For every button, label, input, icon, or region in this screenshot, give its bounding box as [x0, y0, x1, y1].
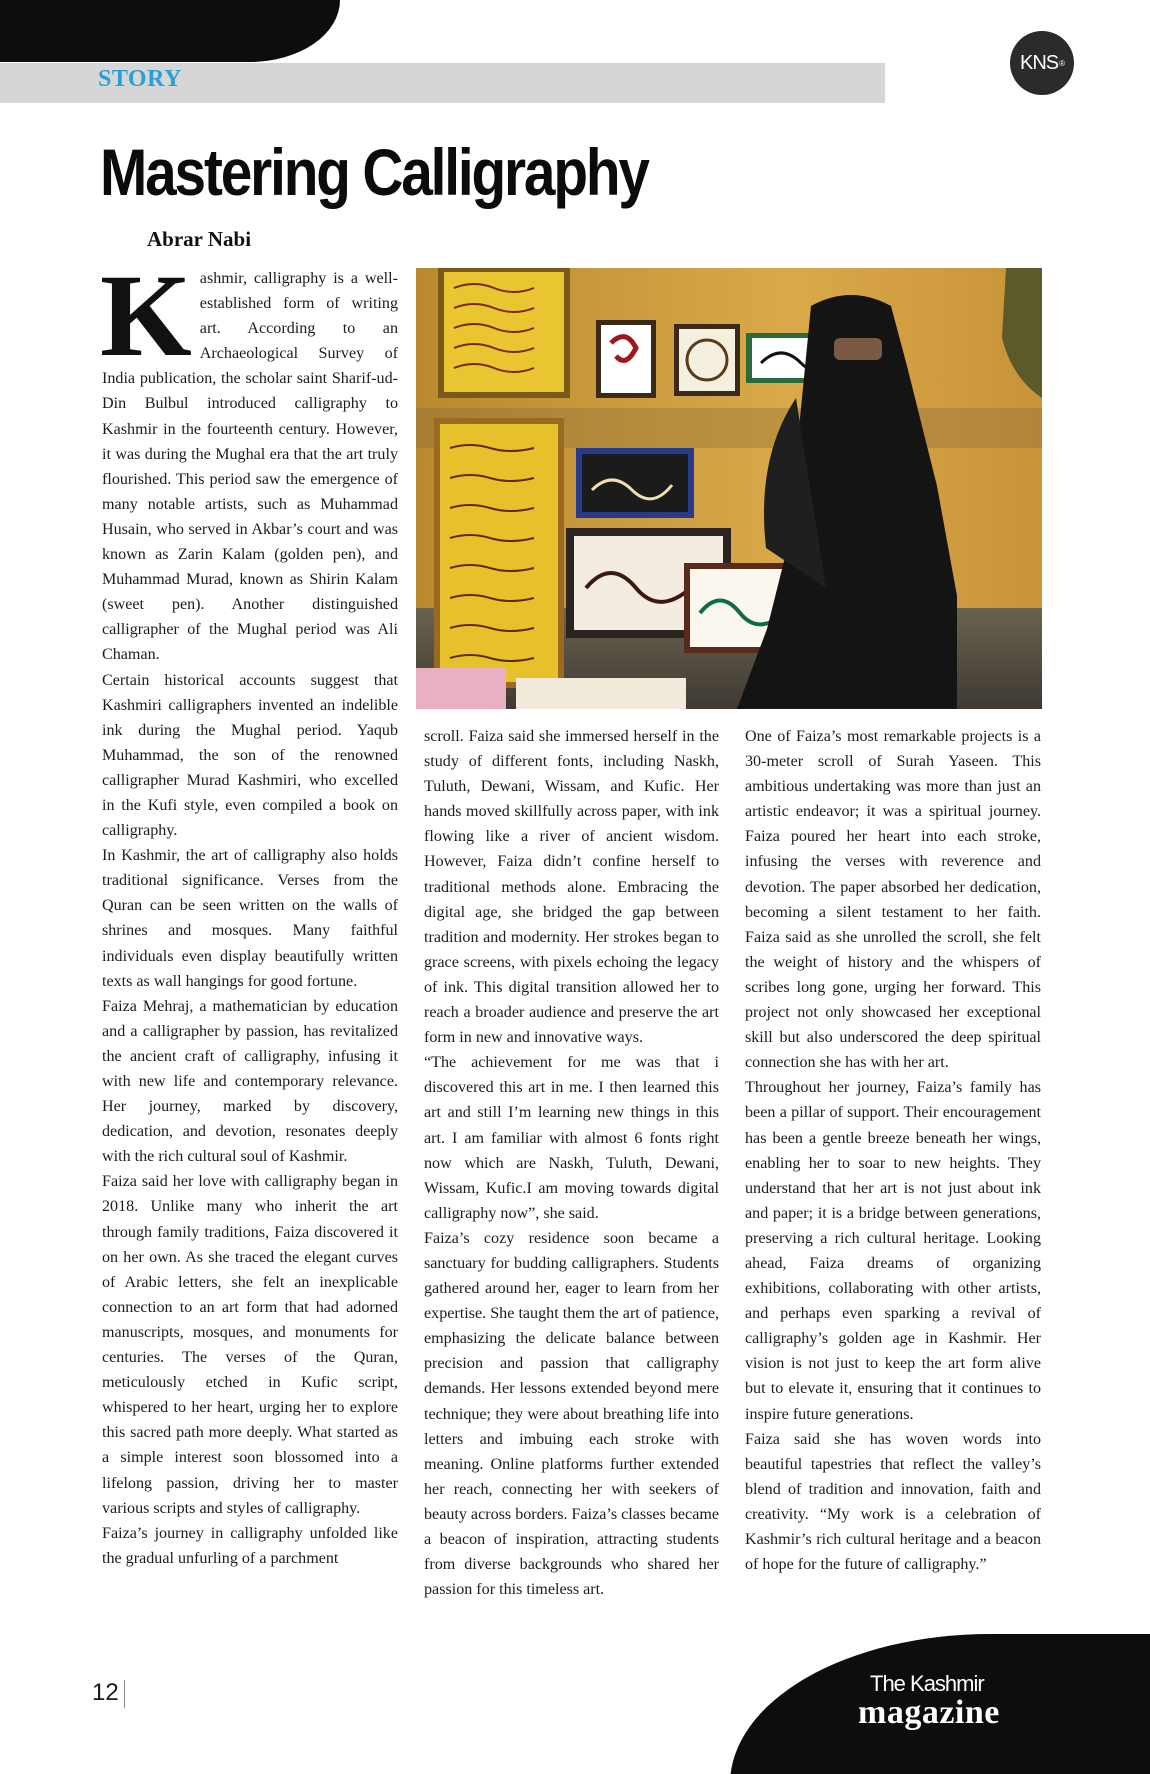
section-label: STORY: [98, 66, 182, 92]
article-paragraph: Kashmir, calligraphy is a well-established form of writing art. According to an Archaeological Survey of India publication, the scholar saint Sharif-ud-Din Bulbul introduced calligraphy to Kashmir in the fourteenth century. However, it was during the Mughal era that the art truly flourished. This period saw the emergence of many notable artists, such as Muhammad Husain, who served in Akbar’s court and was known as Zarin Kalam (golden pen), and Muhammad Murad, known as Shirin Kalam (sweet pen). Another distinguished calligrapher of the Mughal period was Ali Chaman.: [100, 250, 398, 664]
article-paragraph: Certain historical accounts suggest that Kashmiri calligraphers invented an indelible ink during the Mughal period. Yaqub Muhammad, the son of the renowned calligrapher Murad Kashmiri, who excelled in the Kufi style, even compiled a book on calligraphy.: [102, 671, 398, 840]
magazine-logo: [858, 1672, 1000, 1730]
article-column-3: [745, 724, 1041, 1577]
article-paragraph: “The achievement for me was that i discovered this art in me. I then learned this art and still I’m learning new things in this art. I am familiar with almost 6 fonts right now which are Naskh, Tuluth, Dewani, Wissam, Kufic.I am moving towards digital calligraphy now”, she said.: [424, 1054, 719, 1222]
calligrapher-photo: [416, 268, 1042, 709]
article-column-1: [100, 250, 398, 1571]
article-paragraph: Faiza said she has woven words into beautiful tapestries that reflect the valley’s blend of tradition and innovation, faith and creativity. “My work is a celebration of Kashmir’s rich cultural heritage and a beacon of hope for the future of calligraphy.”: [745, 1430, 1041, 1574]
article-paragraph: Faiza said her love with calligraphy began in 2018. Unlike many who inherit the art through family traditions, Faiza discovered it on her own. As she traced the elegant curves of Arabic letters, she felt an inexplicable connection to an art form that had adorned manuscripts, mosques, and monuments for centuries. The verses of the Quran, meticulously etched in Kufic script, whispered to her heart, urging her to explore this sacred path more deeply. What started as a simple interest soon blossomed into a lifelong passion, driving her to master various scripts and styles of calligraphy.: [102, 1173, 398, 1517]
article-paragraph: Faiza’s cozy residence soon became a sanctuary for budding calligraphers. Students gathered around her, eager to learn from her expertise. She taught them the art of patience, emphasizing the delicate balance between precision and passion that calligraphy demands. Her lessons extended beyond mere technique; they were about breathing life into letters and imbuing each stroke with meaning. Online platforms further extended her reach, connecting her with seekers of beauty across borders. Faiza’s classes became a beacon of inspiration, attracting students from diverse backgrounds who shared her passion for this timeless art.: [424, 1229, 719, 1599]
article-photo: [416, 268, 1042, 709]
header-decoration: [0, 0, 340, 62]
kns-logo-mark: ®: [1059, 58, 1065, 68]
article-byline: Abrar Nabi: [147, 227, 252, 251]
kns-logo-text: KNS: [1019, 51, 1059, 74]
article-paragraph: Faiza Mehraj, a mathematician by education and a calligrapher by passion, has revitalized the ancient craft of calligraphy, infusing it with new life and contemporary relevance. Her journey, marked by discovery, dedication, and devotion, resonates deeply with the rich cultural soul of Kashmir.: [102, 997, 398, 1166]
article-paragraph: Faiza’s journey in calligraphy unfolded like the gradual unfurling of a parchment: [102, 1524, 398, 1567]
article-paragraph: scroll. Faiza said she immersed herself in the study of different fonts, including Naskh, Tuluth, Dewani, Wissam, and Kufic. Her hands moved skillfully across paper, with ink flowing like a river of ancient wisdom. However, Faiza didn’t confine herself to traditional methods alone. Embracing the digital age, she bridged the gap between tradition and modernity. Her strokes began to grace screens, with pixels echoing the legacy of ink. This digital transition allowed her to reach a broader audience and preserve the art form in new and innovative ways.: [424, 728, 719, 1047]
page-number-divider: [124, 1680, 125, 1708]
kns-logo: [1010, 31, 1074, 95]
magazine-logo-line1: The Kashmir: [870, 1671, 984, 1696]
magazine-logo-line2: magazine: [858, 1694, 1000, 1731]
article-paragraph: Throughout her journey, Faiza’s family has been a pillar of support. Their encouragement has been a gentle breeze beneath her wings, enabling her to soar to new heights. They understand that her art is not just about ink and paper; it is a bridge between generations, preserving a rich cultural heritage. Looking ahead, Faiza dreams of organizing exhibitions, collaborating with other artists, and perhaps even sparking a revival of calligraphy’s golden age in Kashmir. Her vision is not just to keep the art form alive but to elevate it, ensuring that it continues to inspire future generations.: [745, 1079, 1041, 1423]
page-number: 12: [92, 1679, 119, 1706]
article-paragraph: In Kashmir, the art of calligraphy also holds traditional significance. Verses from the Quran can be seen written on the walls of shrines and mosques. Many faithful individuals even display beautifully written texts as wall hangings for good fortune.: [102, 847, 398, 990]
article-paragraph: One of Faiza’s most remarkable projects is a 30-meter scroll of Surah Yaseen. This ambitious undertaking was more than just an artistic endeavor; it was a spiritual journey. Faiza poured her heart into each stroke, infusing the verses with reverence and devotion. The paper absorbed her dedication, becoming a silent testament to her faith. Faiza said as she unrolled the scroll, she felt the weight of history and the whispers of scribes long gone, urging her forward. This project not only showcased her exceptional skill but also underscored the deep spiritual connection she has with her art.: [745, 728, 1041, 1072]
article-title: Mastering Calligraphy: [100, 135, 648, 209]
article-column-2: [424, 724, 719, 1602]
drop-cap: K: [100, 250, 192, 381]
